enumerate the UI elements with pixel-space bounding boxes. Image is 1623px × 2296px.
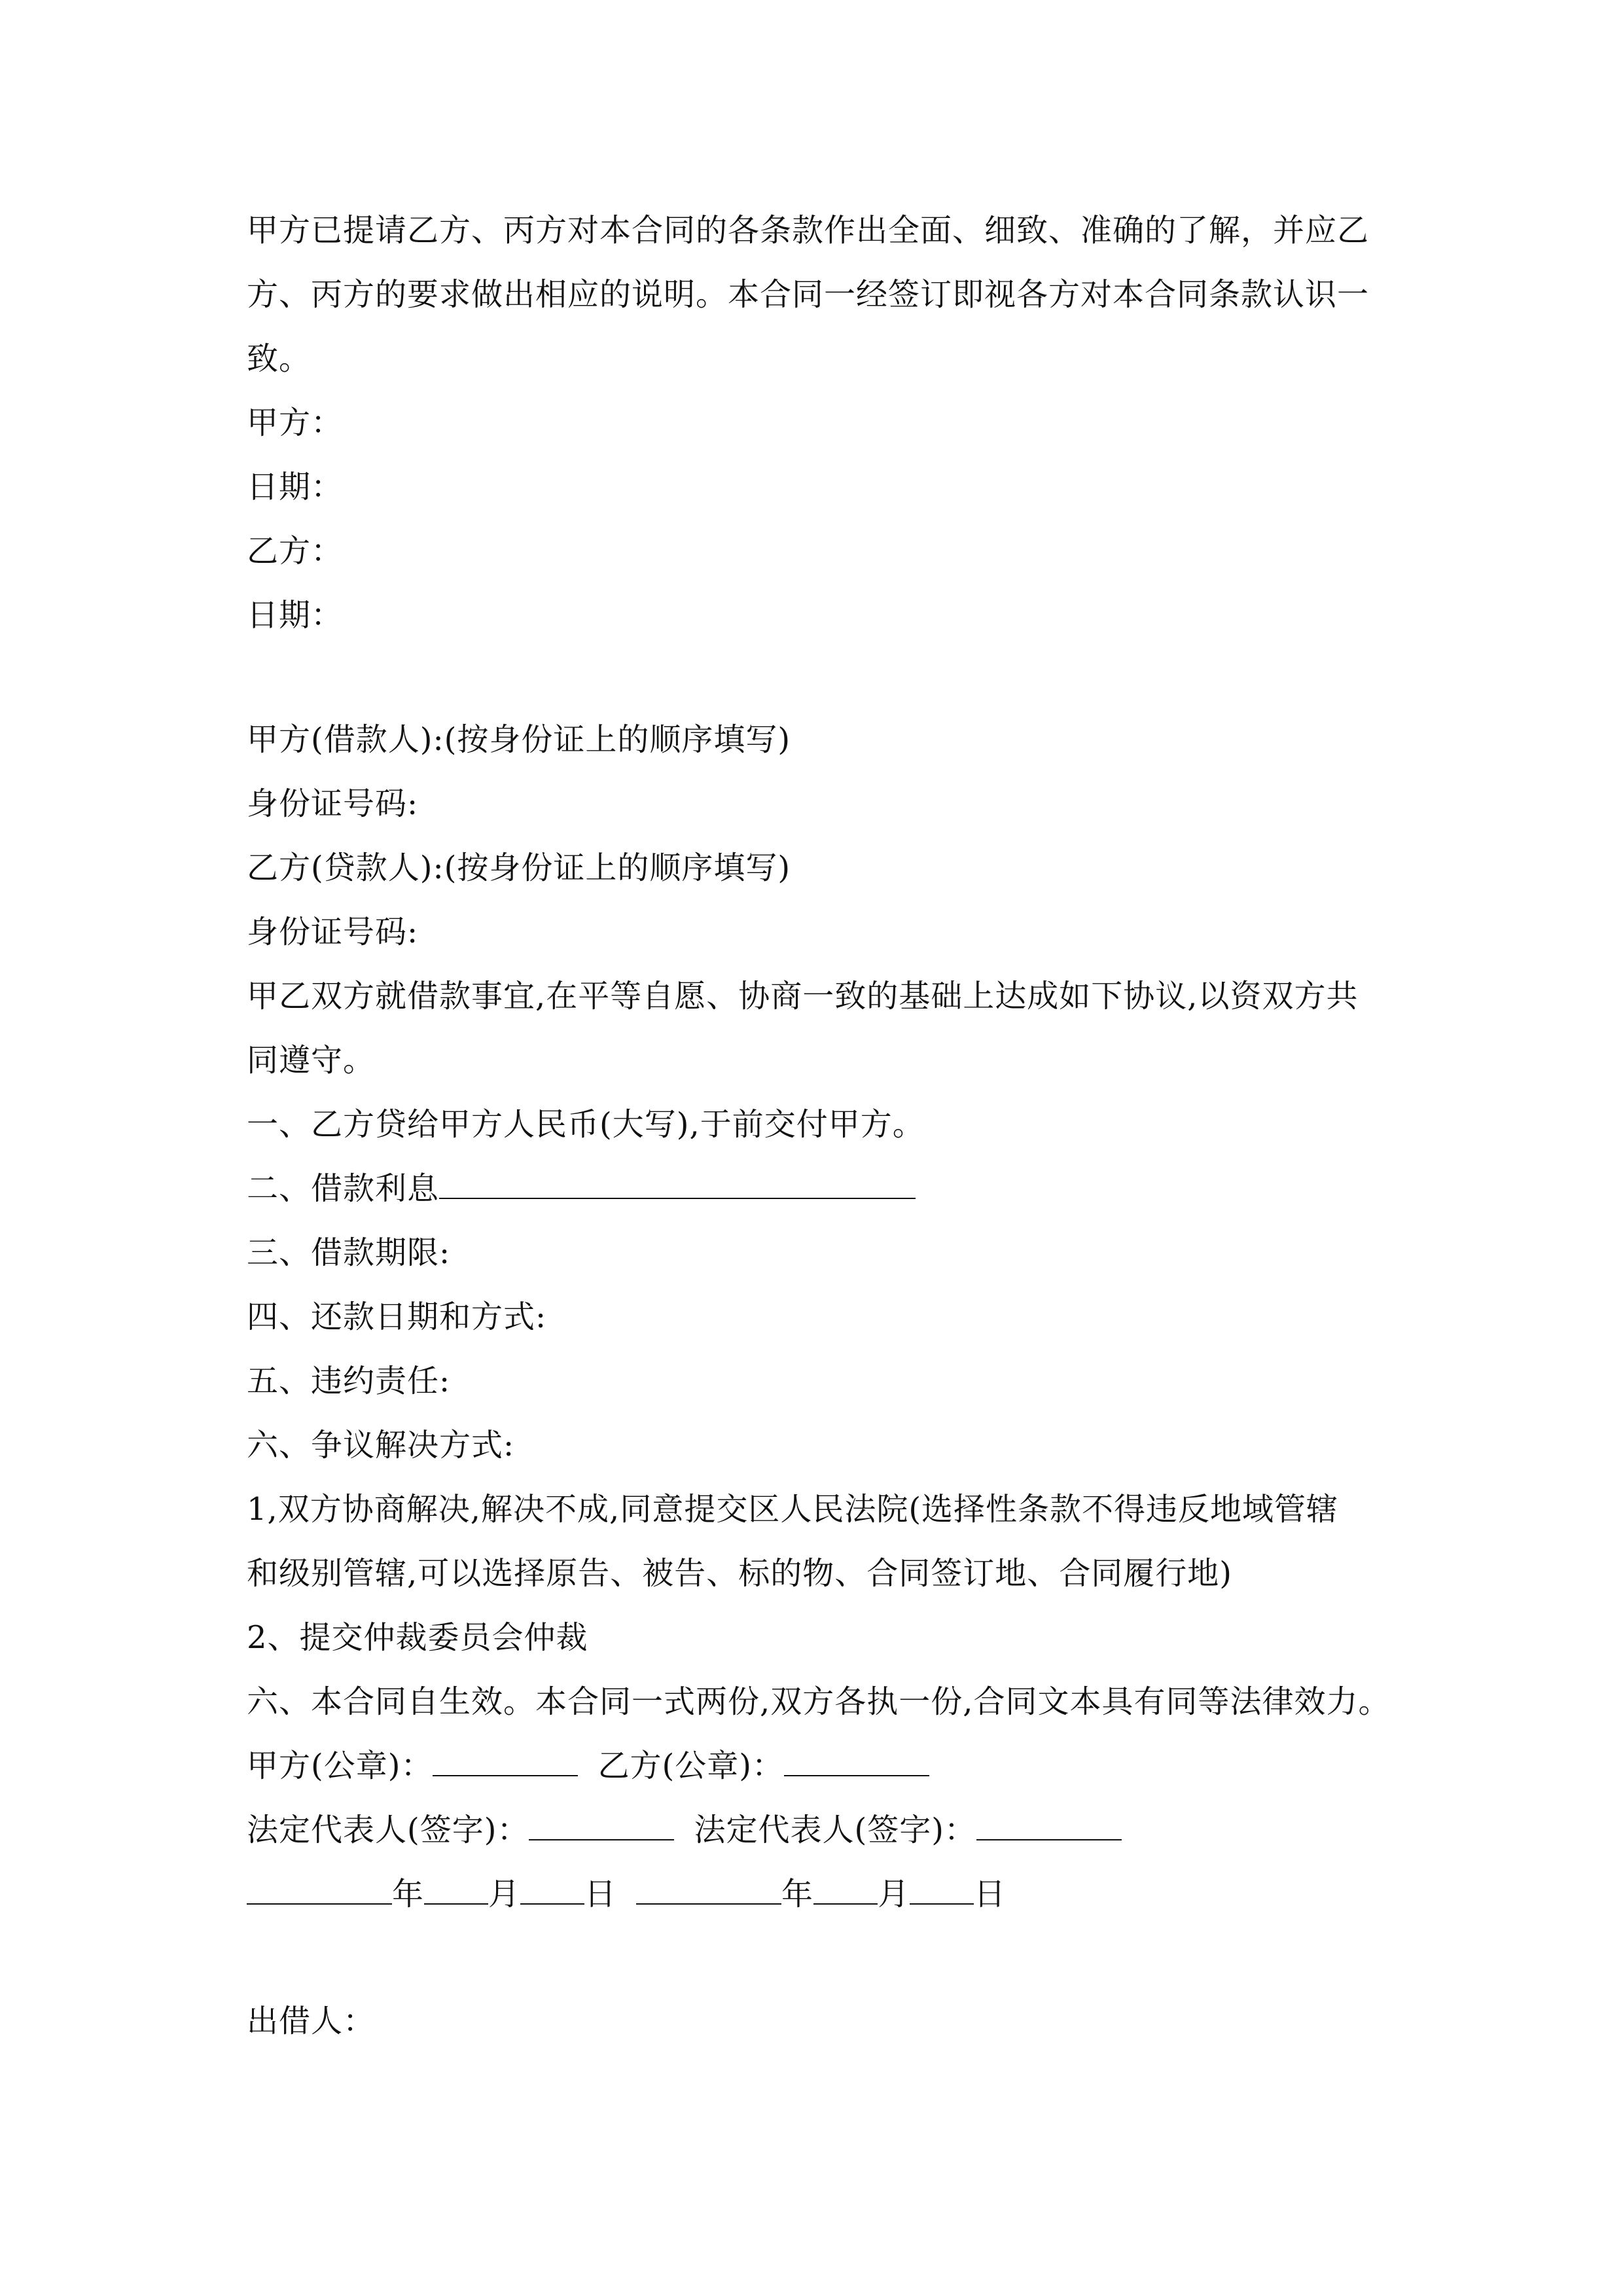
seal-row <box>247 1746 1399 1785</box>
clause-1: 一、乙方贷给甲方人民币(大写),于前交付甲方。 <box>247 1106 925 1143</box>
clause-3: 三、借款期限: <box>247 1234 451 1271</box>
preamble-line-1: 甲乙双方就借款事宜,在平等自愿、协商一致的基础上达成如下协议,以资双方共 <box>247 978 1359 1014</box>
date-row <box>247 1874 1399 1914</box>
intro-line-2: 方、丙方的要求做出相应的说明。本合同一经签订即视各方对本合同条款认识一 <box>247 276 1370 313</box>
intro-line-1: 甲方已提请乙方、丙方对本合同的各条款作出全面、细致、准确的了解，并应乙 <box>247 212 1370 249</box>
month-a-blank <box>424 1874 488 1905</box>
year-b-label: 年 <box>781 1876 814 1912</box>
date-b-label: 日期： <box>247 597 344 634</box>
intro-line-3: 致。 <box>247 340 312 377</box>
seal-a-label: 甲方(公章)： <box>247 1748 433 1784</box>
month-a-label: 月 <box>488 1876 521 1912</box>
borrower-id-line: 身份证号码: <box>247 785 419 822</box>
lender-line: 乙方(贷款人):(按身份证上的顺序填写) <box>247 850 791 886</box>
party-a-label: 甲方： <box>247 404 344 441</box>
rep-b-label: 法定代表人(签字)： <box>694 1812 976 1848</box>
clause-2-row <box>247 1169 1399 1208</box>
month-b-label: 月 <box>878 1876 910 1912</box>
month-b-blank <box>813 1874 878 1905</box>
interest-blank <box>439 1169 916 1199</box>
day-b-label: 日 <box>974 1876 1007 1912</box>
year-b-blank <box>636 1874 781 1905</box>
clause-6: 六、争议解决方式: <box>247 1427 515 1463</box>
year-a-label: 年 <box>392 1876 425 1912</box>
seal-b-label: 乙方(公章)： <box>597 1748 784 1784</box>
seal-a-blank <box>433 1746 578 1776</box>
rep-b-blank <box>976 1810 1122 1840</box>
clause-4: 四、还款日期和方式: <box>247 1299 547 1335</box>
lender-id-line: 身份证号码: <box>247 914 419 950</box>
rep-a-label: 法定代表人(签字)： <box>247 1812 529 1848</box>
borrower-line: 甲方(借款人):(按身份证上的顺序填写) <box>247 721 791 758</box>
day-a-blank <box>520 1874 584 1905</box>
dispute-2: 2、提交仲裁委员会仲裁 <box>247 1619 588 1656</box>
dispute-1-line-2: 和级别管辖,可以选择原告、被告、标的物、合同签订地、合同履行地) <box>247 1555 1232 1592</box>
date-a-label: 日期： <box>247 469 344 505</box>
rep-a-blank <box>529 1810 674 1840</box>
party-b-label: 乙方： <box>247 533 344 569</box>
year-a-blank <box>247 1874 392 1905</box>
seal-b-blank <box>784 1746 929 1776</box>
day-b-blank <box>910 1874 974 1905</box>
preamble-line-2: 同遵守。 <box>247 1042 376 1079</box>
effect-clause: 六、本合同自生效。本合同一式两份,双方各执一份,合同文本具有同等法律效力。 <box>247 1683 1391 1720</box>
clause-2: 二、借款利息 <box>247 1170 440 1207</box>
clause-5: 五、违约责任: <box>247 1363 451 1399</box>
lender-footer: 出借人： <box>247 2003 376 2039</box>
dispute-1-line-1: 1,双方协商解决,解决不成,同意提交区人民法院(选择性条款不得违反地域管辖 <box>247 1491 1339 1528</box>
representative-row <box>247 1810 1399 1850</box>
day-a-label: 日 <box>584 1876 617 1912</box>
